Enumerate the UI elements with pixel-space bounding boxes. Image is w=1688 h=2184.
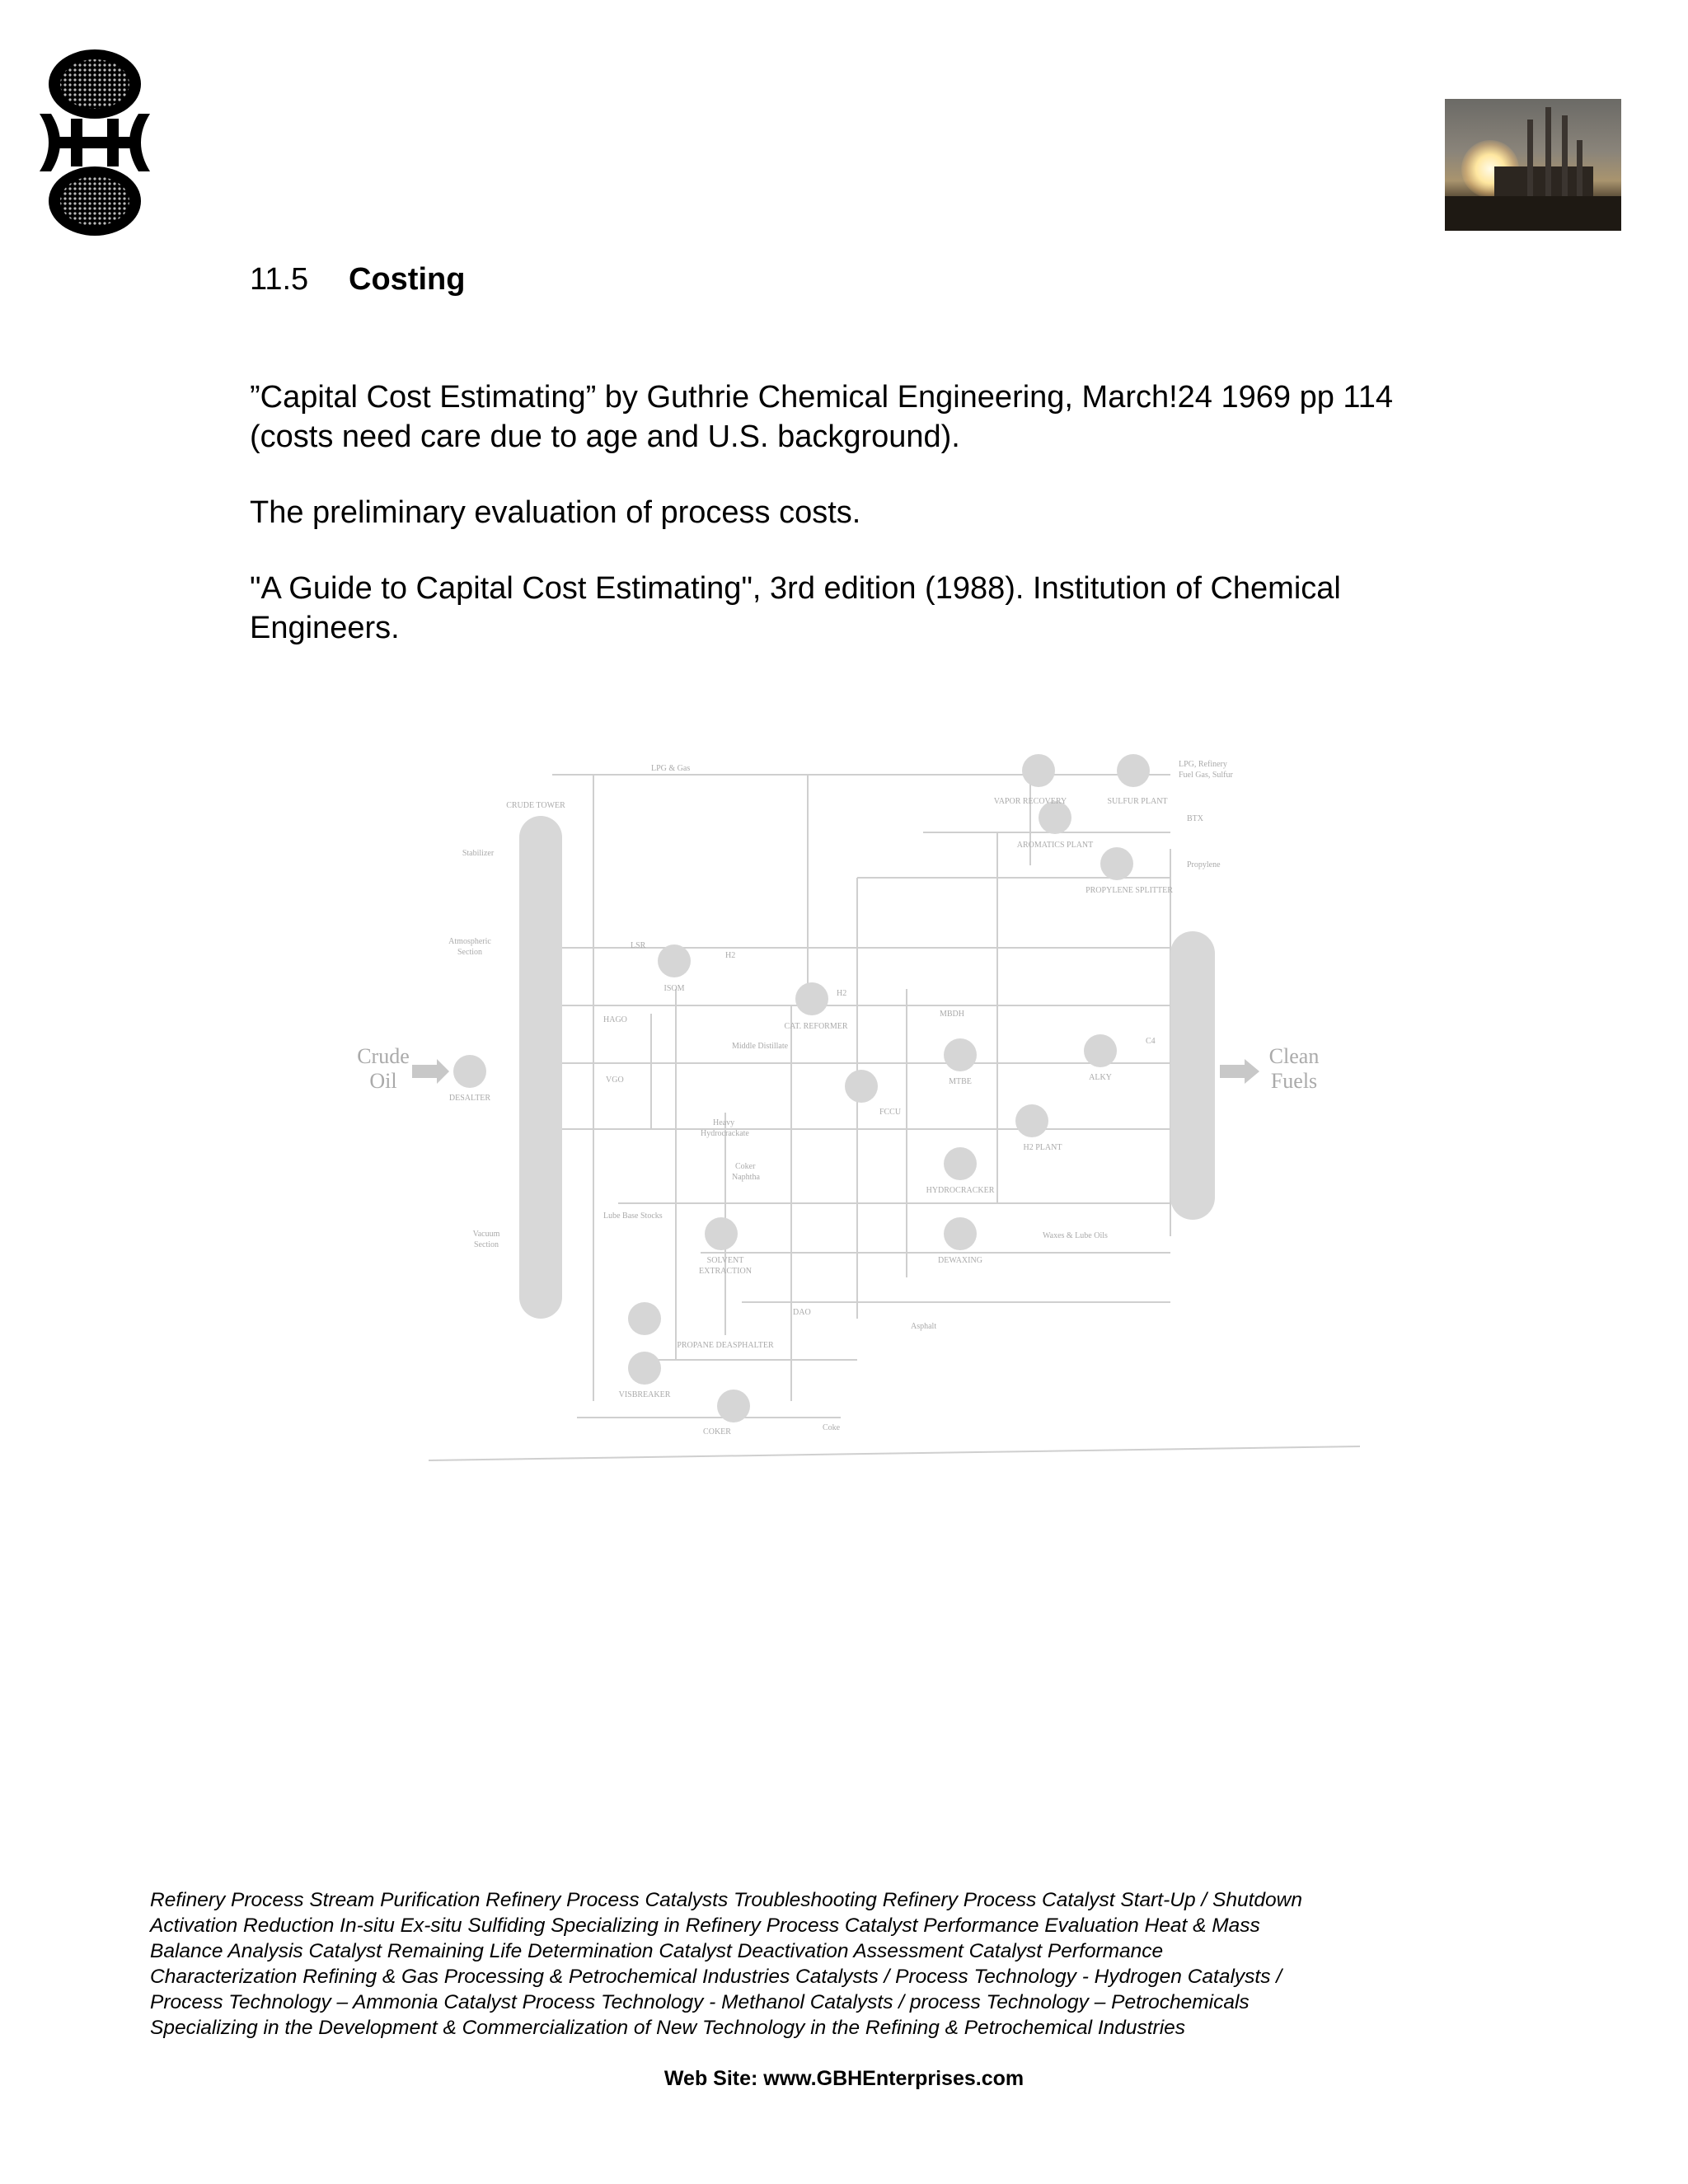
unit-propane-deasphalter: PROPANE DEASPHALTER xyxy=(677,1341,774,1350)
stream-lpg-refinery-2: Fuel Gas, Sulfur xyxy=(1179,771,1233,780)
stream-heavy-hydrocrackate-2: Hydrocrackate xyxy=(701,1129,749,1138)
stream-hago: HAGO xyxy=(603,1015,627,1024)
stream-h2-a: H2 xyxy=(725,951,736,960)
unit-cat-reformer: CAT. REFORMER xyxy=(784,1022,848,1031)
diagram-output-line-2: Fuels xyxy=(1270,1069,1318,1093)
unit-isom: ISOM xyxy=(663,984,685,993)
refinery-flow-diagram xyxy=(346,742,1376,1467)
reference-icheme-guide: "A Guide to Capital Cost Estimating", 3rd edition (1988). Institution of Chemical Engineers. xyxy=(250,571,1341,645)
stream-dao: DAO xyxy=(793,1308,811,1317)
section-number: 11.5 xyxy=(250,262,309,297)
unit-vapor-recovery: VAPOR RECOVERY xyxy=(993,797,1067,806)
stream-coke: Coke xyxy=(823,1423,841,1432)
section-title: Costing xyxy=(349,262,466,297)
stream-middle-distillate: Middle Distillate xyxy=(732,1042,789,1051)
section-atmospheric-2: Section xyxy=(457,948,482,957)
stream-c4: C4 xyxy=(1146,1037,1156,1046)
stream-coker-naphtha-2: Naphtha xyxy=(732,1173,760,1182)
unit-fccu: FCCU xyxy=(879,1108,902,1117)
section-vacuum: Vacuum xyxy=(472,1230,500,1239)
unit-mtbe: MTBE xyxy=(949,1077,972,1086)
unit-sulfur-plant: SULFUR PLANT xyxy=(1107,797,1168,806)
stream-asphalt: Asphalt xyxy=(911,1322,937,1331)
unit-aromatics-plant: AROMATICS PLANT xyxy=(1016,841,1094,850)
stream-mbdh: MBDH xyxy=(940,1010,965,1019)
stream-lube-base-stocks: Lube Base Stocks xyxy=(603,1212,663,1221)
stream-waxes-lube-oils: Waxes & Lube Oils xyxy=(1043,1231,1108,1240)
unit-hydrocracker: HYDROCRACKER xyxy=(926,1186,995,1195)
unit-dewaxing: DEWAXING xyxy=(938,1256,982,1265)
stream-lsr: LSR xyxy=(631,941,646,950)
stream-heavy-hydrocrackate: Heavy xyxy=(713,1118,735,1127)
stream-coker-naphtha: Coker xyxy=(735,1162,756,1171)
unit-propylene-splitter: PROPYLENE SPLITTER xyxy=(1085,886,1173,895)
footer-services-text: Refinery Process Stream Purification Refinery Process Catalysts Troubleshooting Refinery Process Catalyst Start-Up / Shutdown Activation Reduction In-situ Ex-situ Sulfiding Specializing in Refinery Process Catalyst Performance Evaluation Heat & Mass Balance Analysis Catalyst Remaining Life Determination Catalyst Deactivation Assessment Catalyst Performance Characterization Refining & Gas Processing & Petrochemical Industries Catalysts / Process Technology - Hydrogen Catalysts / Process Technology – Ammonia Catalyst Process Technology - Methanol Catalysts / process Technology – Petrochemicals Specializing in the Development & Commercialization of New Technology in the Refining & Petrochemical Industries xyxy=(150,1889,1302,2039)
stream-lpg-refinery: LPG, Refinery xyxy=(1179,760,1227,769)
unit-alky: ALKY xyxy=(1089,1073,1112,1082)
stream-lpg-gas: LPG & Gas xyxy=(651,764,691,773)
unit-visbreaker: VISBREAKER xyxy=(618,1390,671,1399)
stream-btx: BTX xyxy=(1187,814,1203,823)
reference-guthrie: ”Capital Cost Estimating” by Guthrie Chemical Engineering, March!24 1969 pp 114 (costs need care due to age and U.S. background). xyxy=(250,380,1393,454)
unit-coker: COKER xyxy=(703,1427,731,1436)
refinery-photo xyxy=(1445,99,1621,231)
crude-tower-label: CRUDE TOWER xyxy=(506,801,565,810)
unit-solvent-extraction: SOLVENT xyxy=(706,1256,744,1265)
diagram-input-line-1: Crude xyxy=(357,1044,410,1068)
section-stabilizer: Stabilizer xyxy=(462,849,495,858)
diagram-output-line-1: Clean xyxy=(1268,1044,1320,1068)
diagram-input-line-2: Oil xyxy=(369,1069,397,1093)
stream-vgo: VGO xyxy=(606,1076,624,1085)
stream-h2-b: H2 xyxy=(837,989,847,998)
company-logo xyxy=(33,48,157,237)
unit-h2-plant: H2 PLANT xyxy=(1023,1143,1062,1152)
unit-solvent-extraction-2: EXTRACTION xyxy=(699,1267,752,1276)
section-vacuum-2: Section xyxy=(474,1240,499,1249)
section-atmospheric: Atmospheric xyxy=(448,937,491,946)
paragraph-preliminary-evaluation: The preliminary evaluation of process costs. xyxy=(250,495,861,530)
footer-website: Web Site: www.GBHEnterprises.com xyxy=(663,2067,1025,2090)
stream-propylene: Propylene xyxy=(1187,860,1221,869)
unit-desalter: DESALTER xyxy=(448,1094,491,1103)
section-heading xyxy=(250,262,465,298)
